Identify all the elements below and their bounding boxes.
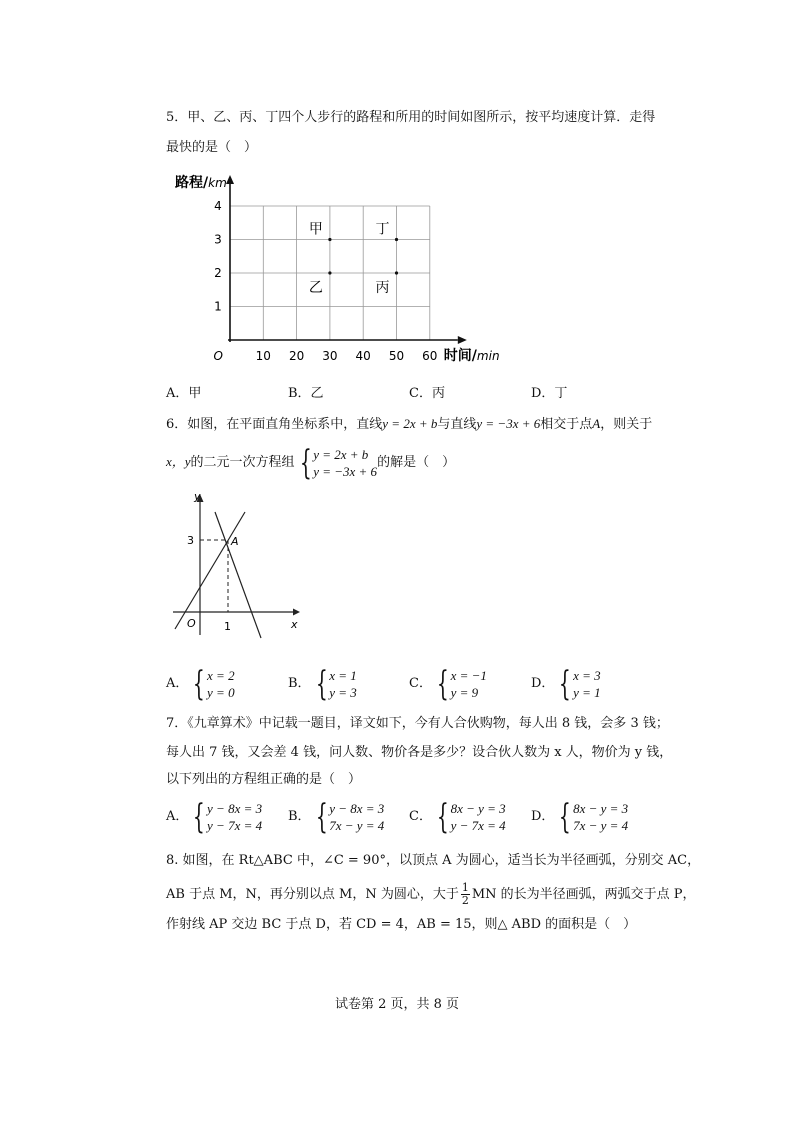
q6-option-a-system: { x = 2 y = 0 xyxy=(193,663,235,704)
data-point xyxy=(395,271,398,274)
q5-option-c[interactable]: C．丙 xyxy=(409,386,445,401)
q8-frac-den: 2 xyxy=(461,894,469,907)
x-tick-label: 10 xyxy=(255,349,271,363)
q6-fig-y-label: y xyxy=(194,490,201,503)
y-axis-unit: km xyxy=(208,176,227,190)
q7-option-d-row1: 8x − y = 3 xyxy=(573,800,629,816)
q6-text-a: 6．如图，在平面直角坐标系中，直线 xyxy=(166,417,383,432)
y-tick-label: 3 xyxy=(214,232,222,247)
q7-option-d[interactable] xyxy=(531,796,629,837)
q6-vars: x，y xyxy=(166,454,191,469)
q7-option-a-row1: y − 8x = 3 xyxy=(207,800,263,816)
q6-option-a-row2: y = 0 xyxy=(207,684,235,700)
q6-option-a[interactable] xyxy=(166,663,235,704)
q6-fig-origin: O xyxy=(187,617,196,630)
y-tick-label: 4 xyxy=(214,199,222,213)
y-axis-label: 路程/km xyxy=(175,175,227,191)
x-axis-unit: min xyxy=(476,349,500,363)
q8-stem-line1: 8. 如图，在 Rt△ABC 中，∠C = 90°，以顶点 A 为圆心，适当长为半径画弧，分别交 AC， xyxy=(166,853,701,868)
x-tick-label: 20 xyxy=(288,349,305,363)
q6-point-a-label: A xyxy=(592,416,601,431)
q5-stem-line1: 5．甲、乙、丙、丁四个人步行的路程和所用的时间如图所示，按平均速度计算．走得 xyxy=(166,110,656,125)
q7-option-d-system: { 8x − y = 3 7x − y = 4 xyxy=(559,796,629,837)
q6-option-b-system: { x = 1 y = 3 xyxy=(315,663,357,704)
data-point xyxy=(328,238,331,241)
y-tick-label: 2 xyxy=(214,266,222,280)
q6-option-b[interactable] xyxy=(288,663,357,704)
q6-stem-line1 xyxy=(166,415,652,434)
page-footer: 试卷第 2 页，共 8 页 xyxy=(334,997,460,1012)
q6-option-b-row2: y = 3 xyxy=(329,684,357,700)
q7-option-c-row2: y − 7x = 4 xyxy=(450,817,506,833)
q6-coordinate-figure xyxy=(163,490,303,640)
y-tick-label: 1 xyxy=(214,299,222,314)
q8-frac-num: 1 xyxy=(461,881,469,894)
q8-text-b: MN 的长为半径画弧，两弧交于点 P， xyxy=(471,887,696,902)
q6-fig-tick-1: 1 xyxy=(224,620,231,633)
x-tick-label: 60 xyxy=(422,349,438,363)
q5-stem-line2: 最快的是（ ） xyxy=(166,140,258,155)
q7-option-b[interactable] xyxy=(288,796,385,837)
q6-eq2: y = −3x + 6 xyxy=(476,416,541,431)
q6-option-b-row1: x = 1 xyxy=(329,667,357,683)
q7-option-d-label: D． xyxy=(531,809,555,824)
q6-equation-system: { y = 2x + b y = −3x + 6 xyxy=(299,442,378,483)
q6-fig-tick-3: 3 xyxy=(187,534,194,547)
q6-stem-line2 xyxy=(166,444,455,481)
x-tick-label: 40 xyxy=(355,349,371,363)
data-point xyxy=(328,271,331,274)
q5-option-a[interactable]: A．甲 xyxy=(166,386,202,401)
q6-option-b-label: B． xyxy=(288,676,311,691)
q7-option-a-system: { y − 8x = 3 y − 7x = 4 xyxy=(193,796,263,837)
q6-option-c[interactable] xyxy=(409,663,487,704)
q8-text-a: AB 于点 M，N，再分别以点 M，N 为圆心，大于 xyxy=(166,887,459,902)
q6-system-row2: y = −3x + 6 xyxy=(313,463,378,479)
q7-option-a[interactable] xyxy=(166,796,263,837)
q6-text-f: 的解是（ ） xyxy=(377,455,456,470)
x-axis-arrow xyxy=(458,336,467,344)
q6-option-a-row1: x = 2 xyxy=(207,667,235,683)
x-axis-label: 时间/min xyxy=(443,348,500,364)
q6-option-d[interactable] xyxy=(531,663,601,704)
q5-distance-time-chart xyxy=(170,170,530,370)
point-label: 丙 xyxy=(375,280,390,296)
q7-option-b-system: { y − 8x = 3 7x − y = 4 xyxy=(315,796,385,837)
q7-option-b-row1: y − 8x = 3 xyxy=(329,800,385,816)
point-label: 乙 xyxy=(308,280,323,296)
q6-option-d-row2: y = 1 xyxy=(573,684,601,700)
origin-label: O xyxy=(213,349,223,363)
q6-text-e: 的二元一次方程组 xyxy=(190,455,295,470)
q5-option-d[interactable]: D．丁 xyxy=(531,386,568,401)
q7-stem-line2: 每人出 7 钱，又会差 4 钱，问人数、物价各是多少？设合伙人数为 x 人，物价为 y 钱， xyxy=(166,745,673,760)
q8-fraction xyxy=(461,882,470,907)
x-tick-label: 30 xyxy=(322,349,338,363)
q7-option-a-row2: y − 7x = 4 xyxy=(207,817,263,833)
q8-stem-line3: 作射线 AP 交边 BC 于点 D，若 CD = 4，AB = 15，则△ ABD 的面积是（ ） xyxy=(166,917,637,932)
q6-option-d-system: { x = 3 y = 1 xyxy=(559,663,601,704)
q7-option-c-row1: 8x − y = 3 xyxy=(450,800,506,816)
q6-option-a-label: A． xyxy=(166,676,189,691)
q8-stem-line2 xyxy=(166,880,696,910)
y-axis-arrow xyxy=(226,175,234,184)
point-label: 甲 xyxy=(308,221,323,238)
q6-text-b: 与直线 xyxy=(437,417,477,432)
q6-option-c-label: C． xyxy=(409,676,432,691)
q7-stem-line3: 以下列出的方程组正确的是（ ） xyxy=(166,772,362,787)
q6-option-c-row1: x = −1 xyxy=(450,667,487,683)
q6-option-d-label: D． xyxy=(531,676,555,691)
q7-option-b-row2: 7x − y = 4 xyxy=(329,817,385,833)
q6-option-d-row1: x = 3 xyxy=(573,667,601,683)
q7-option-d-row2: 7x − y = 4 xyxy=(573,817,629,833)
q7-option-c-label: C． xyxy=(409,809,432,824)
x-tick-label: 50 xyxy=(388,349,405,363)
q6-system-row1: y = 2x + b xyxy=(313,446,369,462)
q6-option-c-system: { x = −1 y = 9 xyxy=(436,663,487,704)
q6-text-c: 相交于点 xyxy=(540,417,593,432)
q6-text-d: ，则关于 xyxy=(600,417,653,432)
q6-eq1: y = 2x + b xyxy=(382,416,438,431)
q7-option-c-system: { 8x − y = 3 y − 7x = 4 xyxy=(436,796,506,837)
point-label: 丁 xyxy=(375,221,390,238)
q6-fig-point-a: A xyxy=(231,535,239,548)
q7-stem-line1: 7．《九章算术》中记载一题目，译文如下，今有人合伙购物，每人出 8 钱，会多 3 钱； xyxy=(166,716,669,731)
q6-fig-x-label: x xyxy=(291,618,298,631)
q6-option-c-row2: y = 9 xyxy=(450,684,479,700)
q5-option-b[interactable]: B．乙 xyxy=(288,386,324,401)
q7-option-c[interactable] xyxy=(409,796,506,837)
data-point xyxy=(395,238,398,241)
q7-option-a-label: A． xyxy=(166,809,189,824)
q7-option-b-label: B． xyxy=(288,809,311,824)
